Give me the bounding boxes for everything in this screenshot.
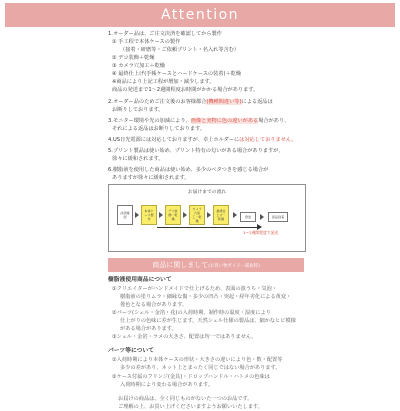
product-info-header bbox=[108, 258, 304, 272]
notice-2-text-c: お断りしております。 bbox=[112, 106, 164, 113]
notice-5-text-b: 徐々に緩和されます。 bbox=[112, 155, 164, 162]
notice-6-text-a: 6.樹脂液を使用した商品は使い始め、多少のベタつきを感じる場合が bbox=[108, 166, 269, 173]
notice-3-text-c: それによる返品はお断りしております。 bbox=[112, 125, 205, 132]
parts-section-title: パーツ等について bbox=[108, 348, 155, 355]
resin-item-2-line-1: ②パーツ(シェル・金箔・花)の入荷時期、制作時の温度・湿度により bbox=[112, 310, 271, 317]
flow-arrow-icon bbox=[207, 212, 211, 218]
notice-3-text-a: 3.モニター環境や光の加減により、 bbox=[108, 117, 191, 124]
notice-1-step-1: ① 手工程で本体ケースの製作 bbox=[112, 39, 181, 46]
closing-message bbox=[108, 395, 308, 411]
notice-5-text-a: 5.プリント製品は使い始め、プリント特有の匂いがある場合がありますが、 bbox=[108, 147, 284, 154]
notice-item-6 bbox=[108, 166, 308, 182]
notice-4-highlight: は対応しておりません。 bbox=[239, 136, 297, 143]
flow-arrow-icon bbox=[135, 212, 139, 218]
flow-duration-note: 1〜2週間程度で発送 bbox=[243, 230, 279, 235]
resin-section-title: 樹脂液使用商品について bbox=[108, 277, 172, 283]
product-info-title: 商品に関しまして bbox=[152, 261, 209, 269]
resin-item-2-line-2: 仕上がりの色味に差が生じます。天然シェル仕様の製品は、細かなヒビ模様 bbox=[120, 318, 296, 325]
notice-1-step-2: ② デコ装飾＋乾燥 bbox=[112, 55, 155, 62]
flow-step-case: 本体ケース製作 bbox=[141, 205, 157, 225]
notice-2-highlight: (機種間違い等) bbox=[206, 98, 242, 105]
parts-item-1-line-1: ①入荷時期により本体ケースの形状・大きさの違いにより色・数・配置等 bbox=[112, 357, 283, 364]
notice-list bbox=[108, 30, 308, 182]
notice-item-4 bbox=[108, 136, 308, 144]
parts-item-2-line-1: ②ケース付属のフリンジ(金具)・ドロップハンドル・ハトメの色味は bbox=[112, 373, 270, 380]
notice-item-3 bbox=[108, 117, 308, 133]
flow-step-shipping: 発送 bbox=[240, 212, 256, 222]
notice-1-note-1: ※商品により上記工程が増加・減少します。 bbox=[112, 79, 215, 86]
flow-step-finish: 最終仕上げ・乾燥 bbox=[213, 205, 229, 225]
resin-item-1-line-3: 曇色となる場合があります。 bbox=[120, 302, 188, 309]
flow-step-deco: デコ装飾・乾燥 bbox=[165, 205, 181, 225]
parts-item-2-line-2: 入荷時期により変わる場合があります。 bbox=[120, 381, 213, 388]
delivery-flow-diagram bbox=[108, 184, 306, 252]
flow-step-arrival: 商品到着 bbox=[268, 212, 288, 222]
notice-4-text-a: 4.US日光電源には対応しておりますが、卓上ホルダーに bbox=[108, 136, 240, 143]
resin-item-1-line-1: ①クリエイターがハンドメイドで仕上げるため、表面の波うち・気泡・ bbox=[112, 285, 277, 292]
product-info-body bbox=[108, 276, 308, 411]
notice-1-note-2: 商品の発送まで1〜2週間程度お時間がかかる場合があります。 bbox=[112, 87, 259, 94]
notice-2-text-a: 2.オーダー品のためご注文後のお客様都合 bbox=[108, 98, 207, 105]
notice-1-step-4: ④ 最終仕上げ(手帳ケースとハードケースの装着)＋乾燥 bbox=[112, 71, 242, 78]
notice-6-text-b: ありますが徐々に緩和されます。 bbox=[112, 175, 190, 181]
banner-title: Attention bbox=[160, 7, 240, 23]
notice-item-1 bbox=[108, 30, 308, 95]
flow-arrow-icon bbox=[159, 212, 163, 218]
flow-arrow-icon bbox=[233, 212, 237, 218]
resin-item-2-line-3: がある場合があります。 bbox=[120, 326, 177, 333]
flow-step-camera: カメラ穴加工・乾燥 bbox=[189, 205, 205, 225]
flow-arrow-icon bbox=[260, 214, 264, 220]
flow-arrow-icon bbox=[183, 212, 187, 218]
flow-title: お届けまでの流れ bbox=[187, 190, 227, 195]
closing-line-1: お届けの商品は、全く同じものがないた一つのお品です。 bbox=[118, 395, 253, 402]
resin-item-3: ③シェル・金箔・ラメの大きさ、配置は均一ではありません。 bbox=[112, 334, 257, 341]
parts-item-1-line-2: 多少の差があり、ネット上とまったく同じではない場合があります。 bbox=[120, 365, 281, 372]
notice-1-step-3: ③ カメラ穴加工＋乾燥 bbox=[112, 63, 165, 70]
notice-item-5 bbox=[108, 147, 308, 163]
notice-3-text-b: 場合があり、 bbox=[258, 117, 290, 124]
notice-1-heading: 1.オーダー品は、ご注文決済を確認してから製作 bbox=[108, 31, 222, 37]
closing-line-2: ご理解の上、お買い上げくださいますようお願いいたします。 bbox=[118, 403, 263, 410]
notice-item-2 bbox=[108, 98, 308, 114]
notice-2-text-b: による返品は bbox=[241, 98, 273, 105]
product-info-subtitle: (お買い物ガイド一部抜粋) bbox=[208, 264, 260, 269]
flow-step-payment: 決済確認 bbox=[117, 205, 133, 225]
attention-banner bbox=[5, 3, 395, 27]
notice-3-highlight: 画像と実物に色の違いがある bbox=[190, 117, 259, 124]
flow-duration-line bbox=[157, 227, 260, 228]
resin-item-1-line-2: 樹脂液の塗りムラ・細縁な傷・多少の凹凸・突起・経年劣化による黄変・ bbox=[120, 294, 292, 301]
notice-1-step-1-detail: （接着・研磨等・ご依頼プリント・名入れ等含む） bbox=[120, 47, 240, 54]
